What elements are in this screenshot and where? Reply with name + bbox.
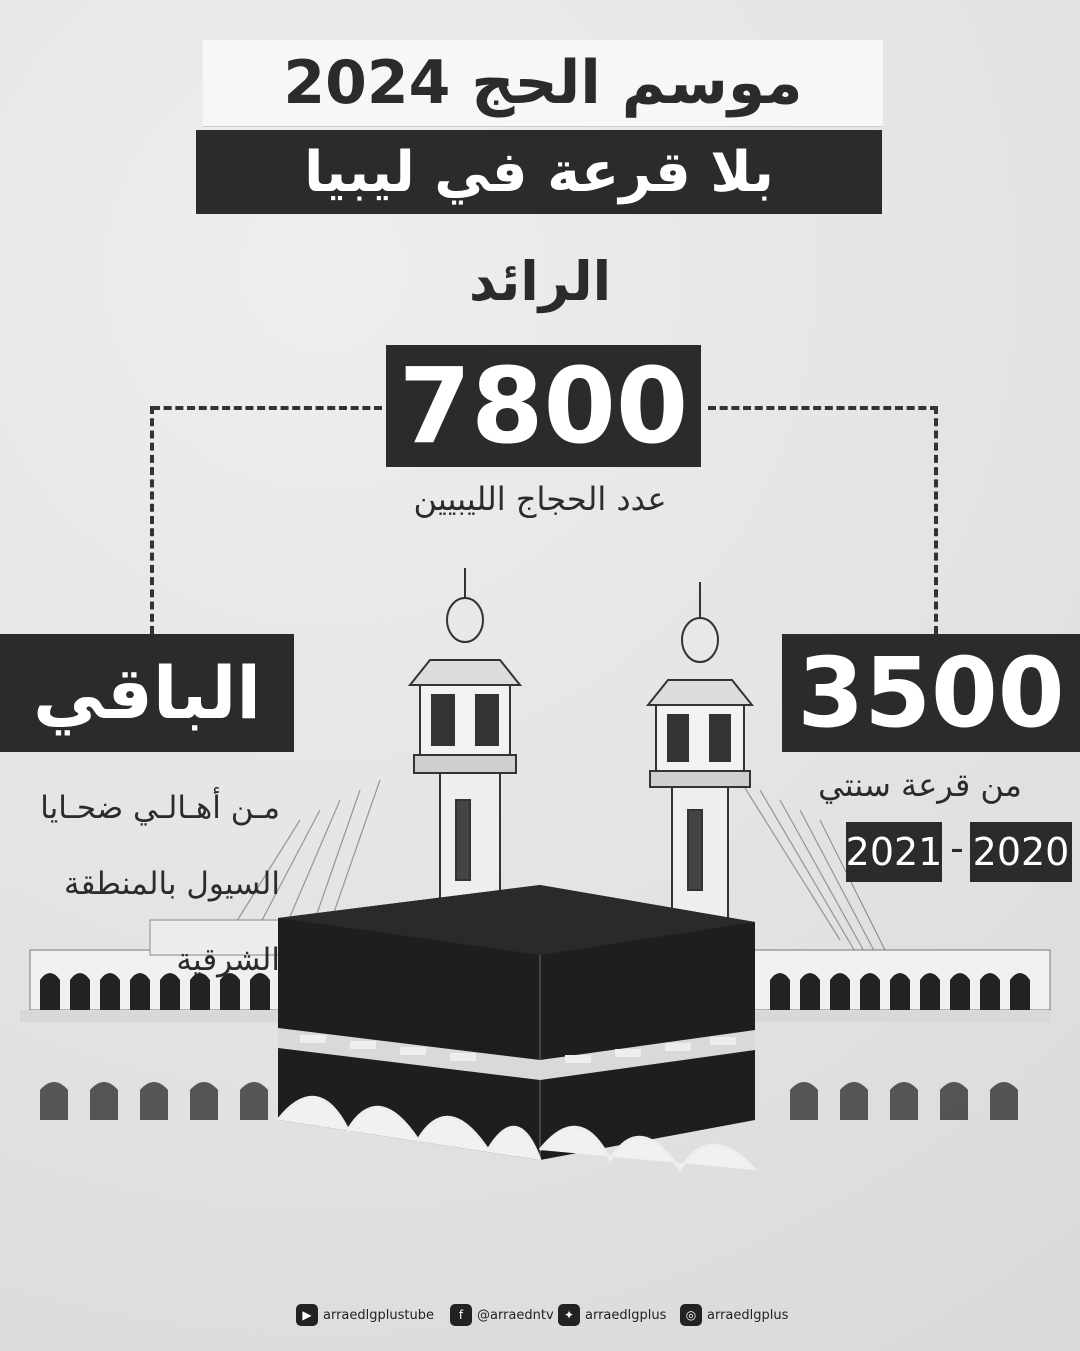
brand-logo: الرائد	[468, 250, 612, 313]
minaret-left	[410, 568, 520, 923]
left-stat-value: الباقي	[0, 634, 294, 752]
twitter-icon: ✦	[558, 1304, 580, 1326]
left-stat-description	[0, 770, 300, 998]
social-twitter[interactable]	[558, 1300, 666, 1330]
year-badge: 2020	[970, 822, 1072, 882]
dashed-connector-top-left	[152, 406, 382, 410]
youtube-icon: ▶	[296, 1304, 318, 1326]
social-facebook[interactable]	[450, 1300, 554, 1330]
facebook-icon: f	[450, 1304, 472, 1326]
minaret-right	[648, 582, 752, 927]
instagram-icon: ◎	[680, 1304, 702, 1326]
left-stat-line: السيول بالمنطقة	[64, 866, 280, 902]
dashed-connector-left	[150, 406, 154, 634]
social-label: arraedlgplus	[585, 1307, 667, 1323]
dashed-connector-right	[934, 406, 938, 634]
kaaba	[278, 885, 755, 1170]
year-badge: 2021	[846, 822, 942, 882]
title-line-1: موسم الحج 2024	[283, 48, 803, 118]
colonnade-right	[750, 950, 1050, 1120]
title-banner-white	[203, 40, 883, 126]
social-label: arraedlgplus	[707, 1307, 789, 1323]
left-stat-line: الشرقية	[176, 942, 280, 978]
year-separator: -	[950, 826, 964, 870]
title-banner-black	[196, 130, 882, 214]
social-label: arraedlgplustube	[323, 1307, 434, 1323]
dashed-connector-top-right	[708, 406, 938, 410]
social-label: @arraedntv	[477, 1307, 554, 1323]
right-stat-value: 3500	[782, 634, 1080, 752]
main-stat-caption: عدد الحجاج الليبيين	[413, 480, 667, 518]
left-stat-line: مـن أهـالـي ضحـايا	[40, 790, 280, 826]
social-instagram[interactable]	[680, 1300, 788, 1330]
title-line-2: بلا قرعة في ليبيا	[304, 139, 774, 205]
main-stat-value: 7800	[386, 345, 701, 467]
social-youtube[interactable]	[296, 1300, 434, 1330]
right-stat-caption: من قرعة سنتي	[818, 766, 1022, 804]
